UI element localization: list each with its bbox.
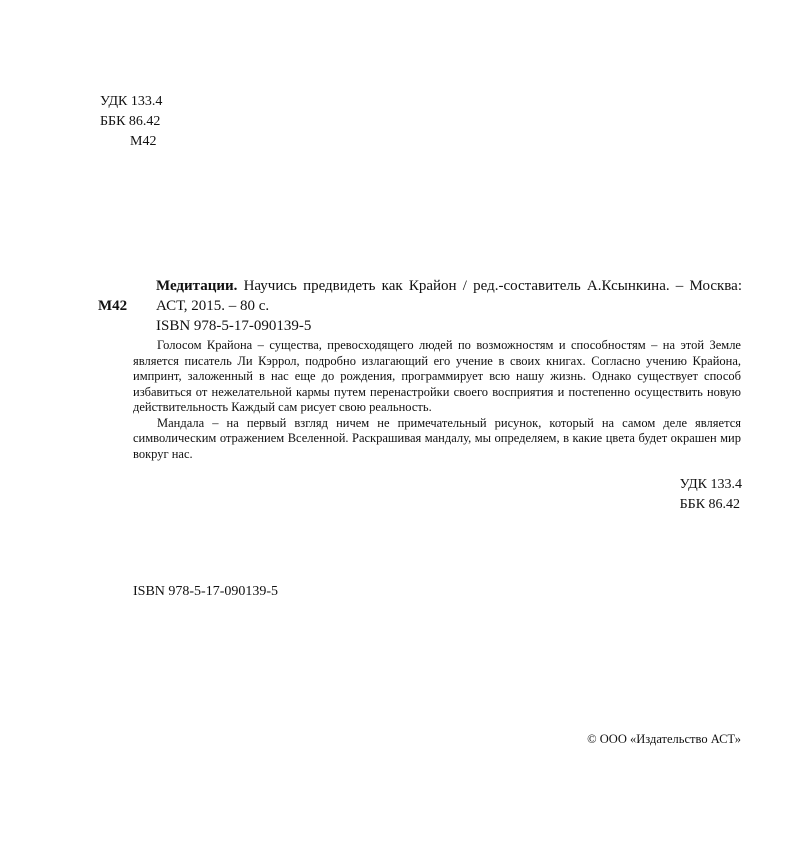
udk-code: УДК 133.4 [100, 94, 163, 109]
top-classification-codes [100, 92, 162, 152]
catalog-description-block [156, 276, 742, 336]
annotation-paragraph: Голосом Крайона – существа, превосходящего людей по возможностям и способностям – на этой Земле является писатель Ли Кэррол, подробно излагающий его учение в своих книгах. Согласно учению Крайона, импринт, заложенный в нас еще до рождения, программирует всю нашу жизнь. Однако существует способ избавиться от нежелательной кармы путем перенастройки своего восприятия и постепенно осуществить новую действительность Каждый сам рисует свою реальность. [133, 338, 741, 414]
catalog-isbn: ISBN 978-5-17-090139-5 [156, 318, 312, 334]
annotation [133, 338, 741, 462]
author-mark-code: М42 [130, 134, 157, 149]
book-description: Научись предвидеть как Крайон / ред.-составитель А.Ксынкина. – Москва: АСТ, 2015. – 80 с. [156, 278, 742, 314]
catalog-author-mark: М42 [98, 298, 128, 314]
right-classification-codes [680, 475, 742, 515]
copyright-notice: © ООО «Издательство АСТ» [587, 732, 741, 746]
bottom-isbn: ISBN 978-5-17-090139-5 [133, 584, 279, 599]
catalog-card [98, 276, 742, 336]
book-title: Медитации. [156, 278, 238, 294]
udk-code-right: УДК 133.4 [679, 477, 742, 492]
bbk-code: ББК 86.42 [100, 114, 161, 129]
annotation-paragraph: Мандала – на первый взгляд ничем не примечательный рисунок, который на самом деле является символическим отражением Вселенной. Раскрашивая мандалу, мы определяем, в какие цвета будет окрашен мир вокруг нас. [133, 415, 741, 461]
bbk-code-right: ББК 86.42 [679, 497, 741, 512]
